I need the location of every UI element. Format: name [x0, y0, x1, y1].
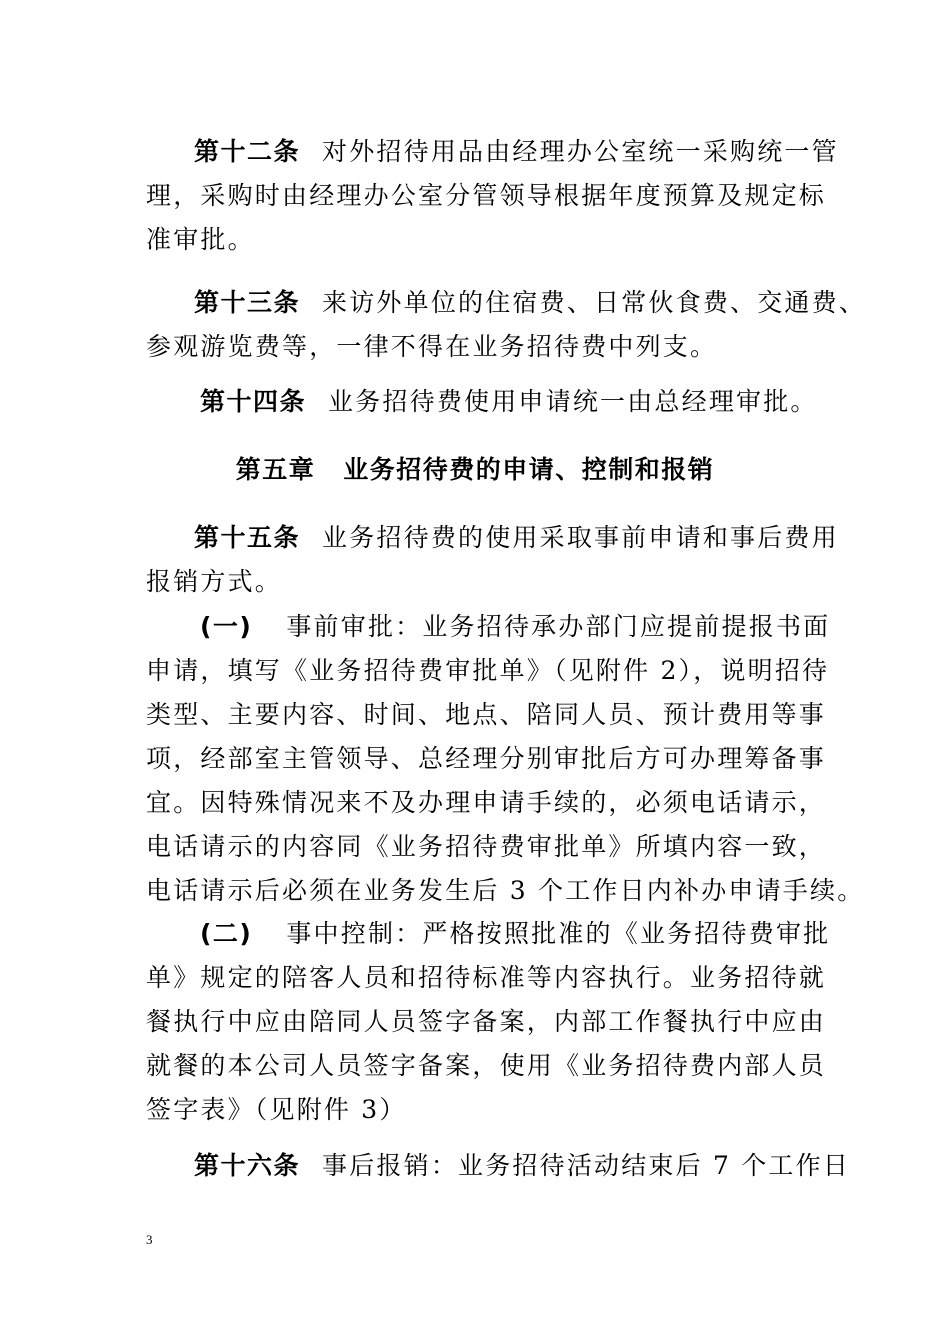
item-1-line-2: 申请，填写《业务招待费审批单》（见附件 2），说明招待 — [146, 656, 830, 685]
item-1-line-5: 宜。因特殊情况来不及办理申请手续的，必须电话请示， — [146, 788, 827, 817]
article-13-line-2: 参观游览费等，一律不得在业务招待费中列支。 — [146, 332, 718, 361]
chapter-heading — [0, 448, 950, 492]
item-2-label: (二) — [200, 919, 253, 948]
article-12-line-1: 对外招待用品由经理办公室统一采购统一管 — [322, 137, 839, 166]
article-16-line-1: 事后报销：业务招待活动结束后 7 个工作日 — [322, 1151, 851, 1180]
article-12 — [146, 130, 839, 262]
article-12-line-2: 理，采购时由经理办公室分管领导根据年度预算及规定标 — [146, 181, 827, 210]
article-15 — [146, 516, 839, 604]
chapter-title: 业务招待费的申请、控制和报销 — [343, 455, 715, 484]
article-13 — [146, 281, 867, 369]
item-2-line-2: 单》规定的陪客人员和招待标准等内容执行。业务招待就 — [146, 963, 827, 992]
article-14-line-1: 业务招待费使用申请统一由总经理审批。 — [328, 387, 818, 416]
item-1-line-3: 类型、主要内容、时间、地点、陪同人员、预计费用等事 — [146, 700, 827, 729]
article-13-line-1: 来访外单位的住宿费、日常伙食费、交通费、 — [322, 288, 867, 317]
item-2-line-3: 餐执行中应由陪同人员签字备案，内部工作餐执行中应由 — [146, 1007, 827, 1036]
article-12-title: 第十二条 — [194, 137, 301, 166]
article-15-title: 第十五条 — [194, 523, 301, 552]
item-1 — [146, 605, 865, 913]
item-1-line-1: 事前审批：业务招待承办部门应提前提报书面 — [286, 612, 831, 641]
article-16-title: 第十六条 — [194, 1151, 301, 1180]
article-14-title: 第十四条 — [200, 387, 307, 416]
article-14 — [146, 380, 818, 424]
chapter-number: 第五章 — [235, 455, 316, 484]
item-1-line-6: 电话请示的内容同《业务招待费审批单》所填内容一致， — [146, 832, 827, 861]
article-15-line-1: 业务招待费的使用采取事前申请和事后费用 — [322, 523, 839, 552]
item-2 — [146, 912, 831, 1132]
article-13-title: 第十三条 — [194, 288, 301, 317]
item-1-line-4: 项，经部室主管领导、总经理分别审批后方可办理筹备事 — [146, 744, 827, 773]
item-1-line-7: 电话请示后必须在业务发生后 3 个工作日内补办申请手续。 — [146, 876, 865, 905]
item-2-line-5: 签字表》（见附件 3） — [146, 1095, 407, 1124]
page-number: 3 — [146, 1232, 153, 1247]
item-1-label: (一) — [200, 612, 253, 641]
article-15-line-2: 报销方式。 — [146, 567, 283, 596]
item-2-line-1: 事中控制：严格按照批准的《业务招待费审批 — [286, 919, 831, 948]
item-2-line-4: 就餐的本公司人员签字备案，使用《业务招待费内部人员 — [146, 1051, 827, 1080]
article-16 — [146, 1144, 851, 1188]
article-12-line-3: 准审批。 — [146, 225, 255, 254]
